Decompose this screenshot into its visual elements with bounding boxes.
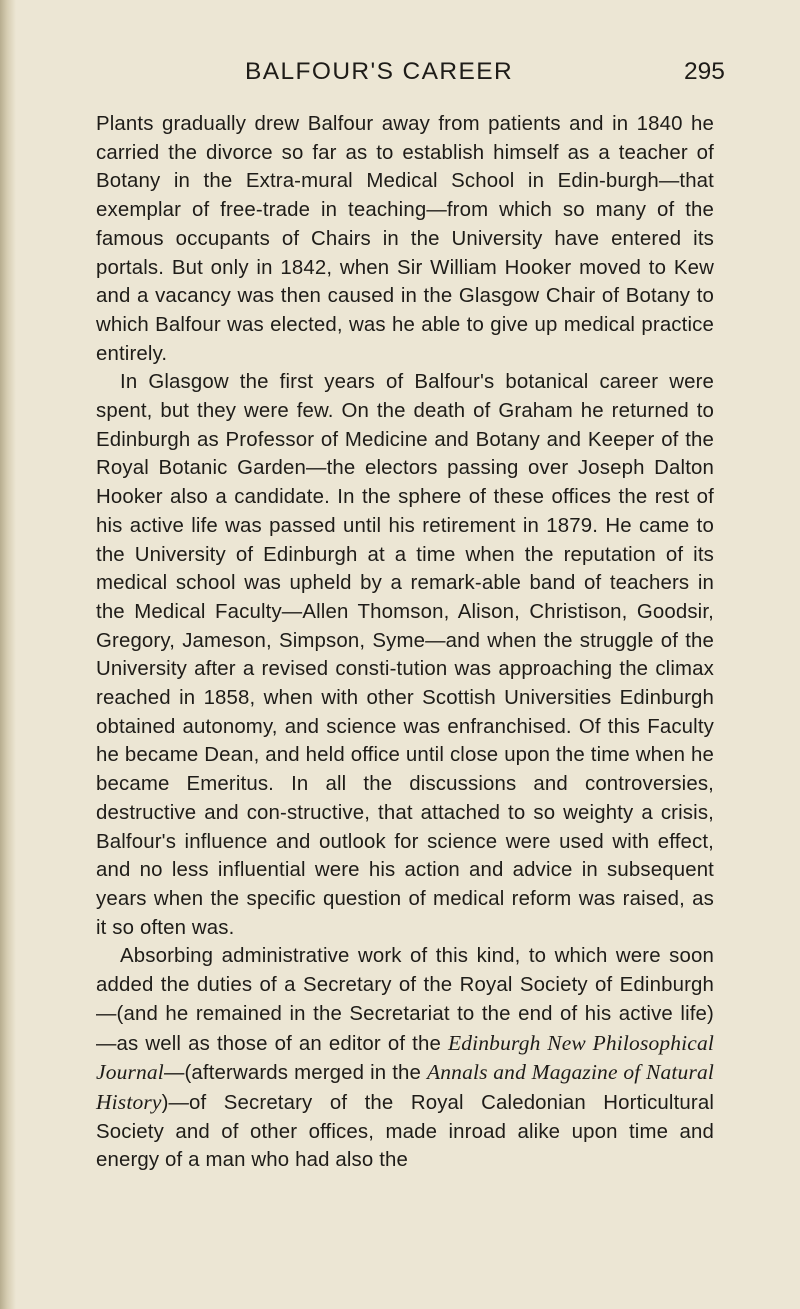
running-head: BALFOUR'S CAREER	[245, 58, 514, 85]
paragraph-3	[96, 942, 714, 1175]
page-header	[0, 58, 800, 92]
paragraph-3-text-b: —(afterwards merged in the	[163, 1062, 427, 1085]
paragraph-2: In Glasgow the first years of Balfour's botanical career were spent, but they were few. On the death of Graham he returned to Edinburgh as Professor of Medicine and Botany and Keeper of the Royal Botanic Garden—the electors passing over Joseph Dalton Hooker also a candidate. In the sphere of these offices the rest of his active life was passed until his retirement in 1879. He came to the University of Edinburgh at a time when the reputation of its medical school was upheld by a remark-able band of teachers in the Medical Faculty—Allen Thomson, Alison, Christison, Goodsir, Gregory, Jameson, Simpson, Syme—and when the struggle of the University after a revised consti-tution was approaching the climax reached in 1858, when with other Scottish Universities Edinburgh obtained autonomy, and science was enfranchised. Of this Faculty he became Dean, and held office until close upon the time when he became Emeritus. In all the discussions and controversies, destructive and con-structive, that attached to so weighty a crisis, Balfour's influence and outlook for science were used with effect, and no less influential were his action and advice in subsequent years when the specific question of medical reform was raised, as it so often was.	[96, 371, 714, 939]
annals-title: Annals and Magazine of Natural History	[96, 1060, 714, 1114]
journal-title: Edinburgh New Philosophical Journal	[96, 1030, 714, 1085]
page-gutter-shadow	[0, 0, 16, 1309]
page-number: 295	[684, 58, 725, 85]
body-text	[96, 110, 714, 1175]
paragraph-3-text-a: Absorbing administrative work of this kind, to which were soon added the duties of a Secretary of the Royal Society of Edinburgh—(and he remained in the Secretariat to the end of his active life)—as well as those of an editor of the	[96, 945, 714, 1055]
paragraph-3-text-c: )—of Secretary of the Royal Caledonian Horticultural Society and of other offices, made inroad alike upon time and energy of a man who had also the	[96, 1091, 714, 1172]
paragraph-1: Plants gradually drew Balfour away from patients and in 1840 he carried the divorce so far as to establish himself as a teacher of Botany in the Extra-mural Medical School in Edin-burgh—that exemplar of free-trade in teaching—from which so many of the famous occupants of Chairs in the University have entered its portals. But only in 1842, when Sir William Hooker moved to Kew and a vacancy was then caused in the Glasgow Chair of Botany to which Balfour was elected, was he able to give up medical practice entirely.	[96, 113, 714, 365]
